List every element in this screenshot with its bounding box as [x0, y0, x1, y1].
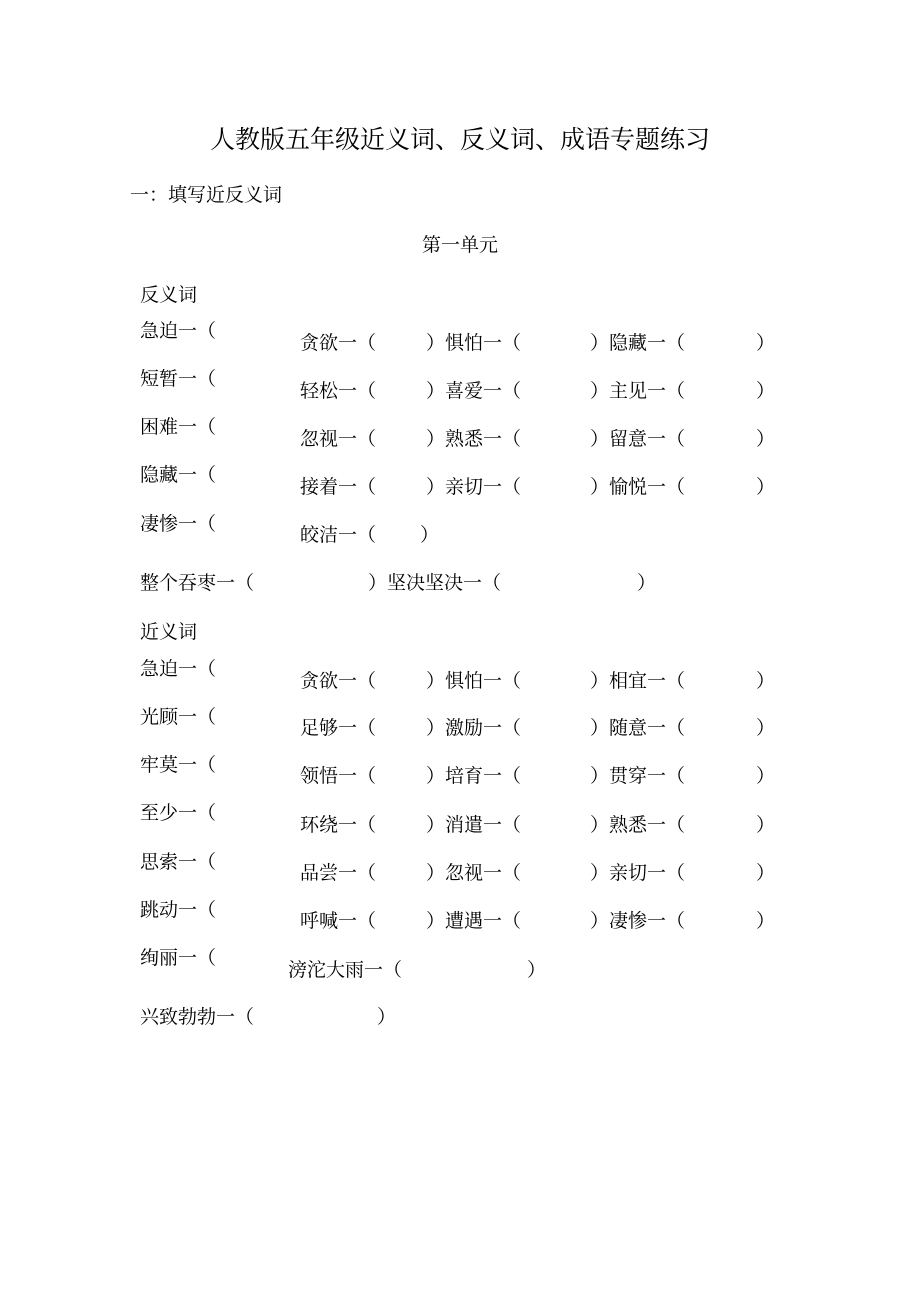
synonym-word: 足够一（ — [300, 717, 377, 739]
synonym-word: ）遭遇一（ — [426, 910, 522, 932]
antonym-left-item: 短暂一（ — [140, 368, 217, 390]
synonym-word: ）随意一（ — [590, 717, 686, 739]
synonym-left-item: 光顾一（ — [140, 706, 217, 728]
synonym-left-item: 跳动一（ — [140, 899, 217, 921]
synonym-word: ）亲切一（ — [590, 862, 686, 884]
synonym-word: ）消遣一（ — [426, 814, 522, 836]
synonym-word: ）贯穿一（ — [590, 765, 686, 787]
antonym-word: ） — [756, 428, 776, 450]
antonym-word: 忽视一（ — [300, 428, 377, 450]
section-heading: 一：填写近反义词 — [130, 184, 283, 206]
synonym-left-item: 绚丽一（ — [140, 947, 217, 969]
antonym-left-item: 凄惨一（ — [140, 513, 217, 535]
antonym-word: 皎洁一（ — [300, 524, 377, 546]
antonym-word: ）愉悦一（ — [590, 476, 686, 498]
antonym-word: ）主见一（ — [590, 380, 686, 402]
synonym-word: ） — [756, 910, 776, 932]
antonym-word: 轻松一（ — [300, 380, 377, 402]
antonym-word: ） — [420, 524, 440, 546]
synonym-idiom: 滂沱大雨一（ — [288, 959, 403, 981]
synonym-word: ）忽视一（ — [426, 862, 522, 884]
synonym-word: ）相宜一（ — [590, 670, 686, 692]
synonym-word: 领悟一（ — [300, 765, 377, 787]
synonym-word: ）培育一（ — [426, 765, 522, 787]
synonym-idiom: ） — [527, 959, 547, 981]
synonym-left-item: 至少一（ — [140, 802, 217, 824]
synonym-idiom: 兴致勃勃一（ — [140, 1006, 255, 1028]
antonym-word: ） — [756, 332, 776, 354]
synonym-word: ） — [756, 717, 776, 739]
synonym-word: ） — [756, 862, 776, 884]
unit-heading: 第一单元 — [421, 234, 498, 256]
antonym-word: ）留意一（ — [590, 428, 686, 450]
antonym-word: ）熟悉一（ — [426, 428, 522, 450]
synonym-left-item: 急迫一（ — [140, 658, 217, 680]
synonyms-label: 近义词 — [140, 621, 198, 643]
synonym-word: 环绕一（ — [300, 814, 377, 836]
antonym-word: ）亲切一（ — [426, 476, 522, 498]
antonym-left-item: 隐藏一（ — [140, 464, 217, 486]
antonym-word: ） — [756, 380, 776, 402]
synonym-word: ） — [756, 765, 776, 787]
synonym-word: ）惧怕一（ — [426, 670, 522, 692]
synonym-word: 贪欲一（ — [300, 670, 377, 692]
synonym-left-item: 牢莫一（ — [140, 754, 217, 776]
synonym-idiom: ） — [377, 1006, 397, 1028]
antonym-idiom: ） — [637, 572, 657, 594]
antonym-left-item: 急迫一（ — [140, 320, 217, 342]
antonym-word: 贪欲一（ — [300, 332, 377, 354]
synonym-word: ）凄惨一（ — [590, 910, 686, 932]
antonym-word: ）隐藏一（ — [590, 332, 686, 354]
synonym-word: 品尝一（ — [300, 862, 377, 884]
synonym-left-item: 思索一（ — [140, 851, 217, 873]
synonym-word: ）激励一（ — [426, 717, 522, 739]
synonym-word: ） — [756, 670, 776, 692]
antonym-left-item: 困难一（ — [140, 416, 217, 438]
synonym-word: ） — [756, 814, 776, 836]
synonym-word: ）熟悉一（ — [590, 814, 686, 836]
antonym-word: ） — [756, 476, 776, 498]
antonym-idiom: 整个吞枣一（ — [140, 572, 255, 594]
antonym-word: ）喜爱一（ — [426, 380, 522, 402]
antonyms-label: 反义词 — [140, 284, 198, 306]
synonym-word: 呼喊一（ — [300, 910, 377, 932]
antonym-idiom: ）坚决坚决一（ — [368, 572, 502, 594]
antonym-word: ）惧怕一（ — [426, 332, 522, 354]
page-title: 人教版五年级近义词、反义词、成语专题练习 — [209, 125, 710, 154]
antonym-word: 接着一（ — [300, 476, 377, 498]
